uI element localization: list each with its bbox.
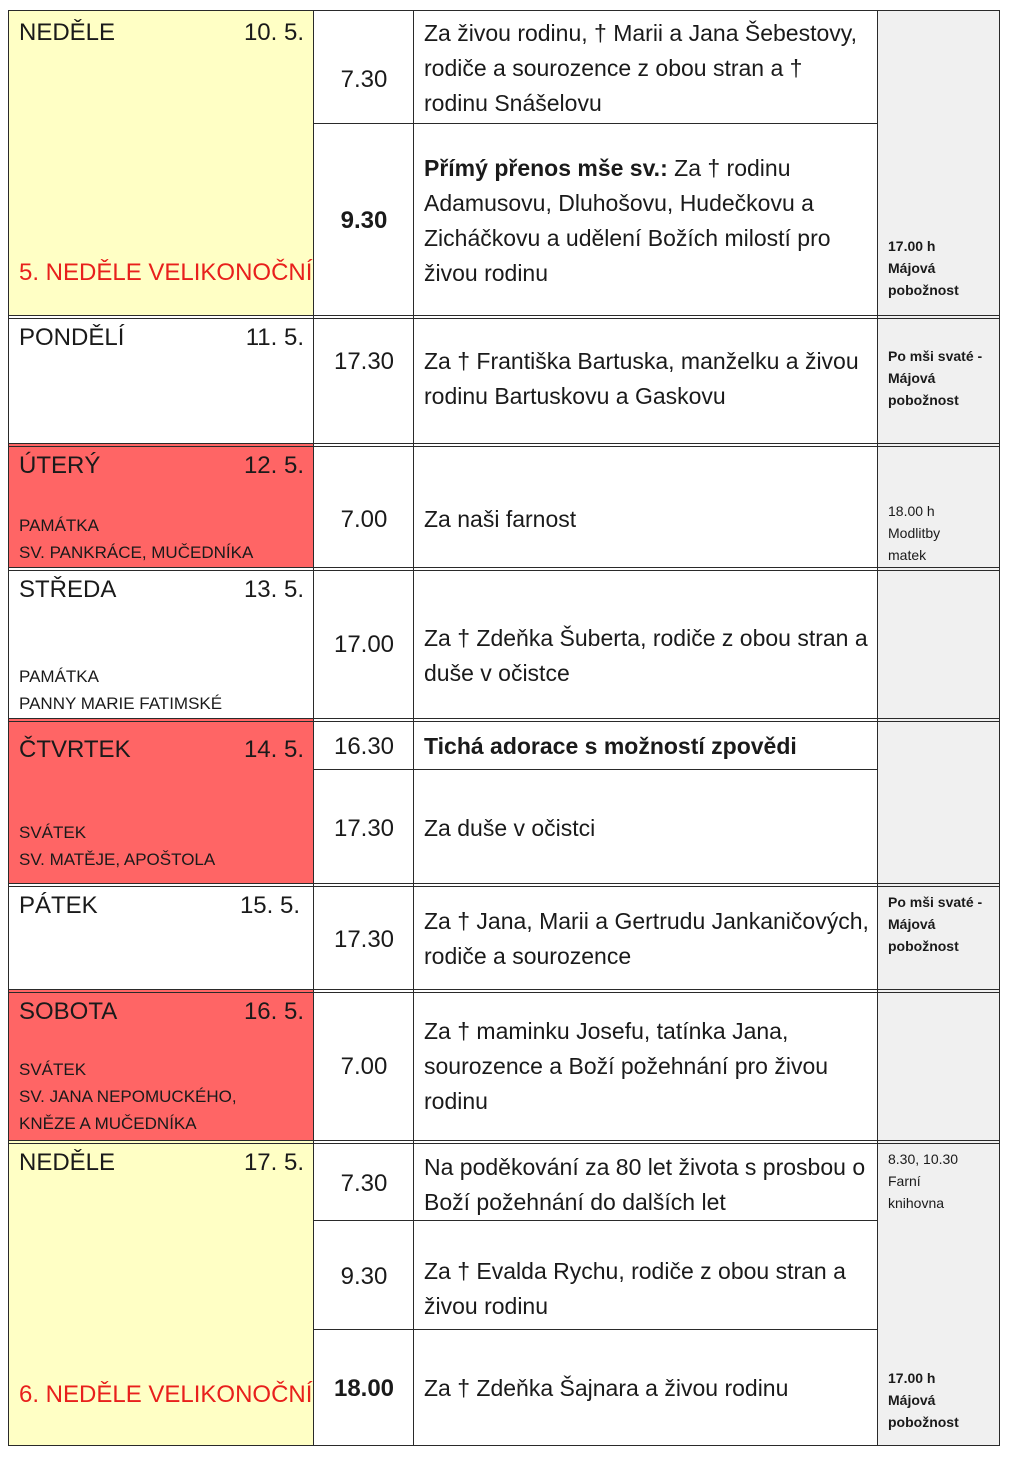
day-cell-sunday-10 bbox=[9, 11, 314, 316]
day-date: 13. 5. bbox=[243, 576, 304, 603]
adoration-text: Tichá adorace s možností zpovědi bbox=[424, 733, 797, 759]
day-separator bbox=[8, 1143, 1000, 1144]
intention-cell bbox=[414, 124, 878, 316]
mass-time: 18.00 bbox=[333, 1375, 395, 1402]
intention-cell bbox=[414, 990, 878, 1141]
day-date: 11. 5. bbox=[245, 324, 304, 351]
note-time: 17.00 h bbox=[888, 1370, 936, 1386]
time-cell bbox=[314, 1330, 414, 1446]
intention-cell bbox=[414, 1330, 878, 1446]
mass-intention: Za živou rodinu, † Marii a Jana Šebestovy, rodiče a sourozence z obou stran a † rodinu Snášelovu bbox=[424, 20, 857, 116]
note-text: Májová bbox=[888, 260, 936, 276]
day-separator bbox=[8, 989, 1000, 990]
mass-intention: Za † Františka Bartuska, manželku a živou rodinu Bartuskovu a Gaskovu bbox=[424, 348, 859, 409]
day-separator bbox=[8, 443, 1000, 444]
mass-intention bbox=[424, 151, 870, 291]
row-separator bbox=[313, 1329, 878, 1330]
note-cell bbox=[878, 884, 1000, 990]
day-name: NEDĚLE bbox=[19, 19, 116, 46]
mass-intention: Za † Evalda Rychu, rodiče z obou stran a živou rodinu bbox=[424, 1258, 846, 1319]
mass-intention: Za † Zdeňka Šuberta, rodiče z obou stran a duše v očistce bbox=[424, 625, 868, 686]
mass-time: 7.30 bbox=[340, 66, 388, 93]
intention-cell bbox=[414, 884, 878, 990]
table-border bbox=[8, 10, 1000, 11]
day-date: 12. 5. bbox=[243, 452, 304, 479]
intention-cell bbox=[414, 316, 878, 444]
feast-type: SVÁTEK bbox=[19, 823, 87, 842]
feast-title: KNĚZE A MUČEDNÍKA bbox=[19, 1114, 197, 1133]
adoration-time: 16.30 bbox=[333, 733, 395, 760]
row-separator bbox=[313, 769, 878, 770]
intention-text: Za † rodinu Adamusovu, Dluhošovu, Hudečkovu a Zicháčkovu a udělení Božích milostí pro živou rodinu bbox=[424, 155, 831, 286]
mass-time: 9.30 bbox=[340, 207, 388, 234]
day-name: PÁTEK bbox=[19, 892, 98, 919]
day-cell-saturday bbox=[9, 990, 314, 1141]
time-cell bbox=[314, 316, 414, 444]
feast-title: 6. NEDĚLE VELIKONOČNÍ bbox=[19, 1381, 313, 1408]
note-text: knihovna bbox=[888, 1195, 945, 1211]
mass-time: 9.30 bbox=[340, 1263, 388, 1290]
day-cell-thursday bbox=[9, 719, 314, 884]
day-date: 15. 5. bbox=[239, 892, 300, 919]
mass-time: 17.00 bbox=[333, 631, 395, 658]
mass-time: 17.30 bbox=[333, 815, 395, 842]
mass-intention: Za duše v očistci bbox=[424, 815, 596, 841]
day-cell-wednesday bbox=[9, 568, 314, 719]
mass-time: 17.30 bbox=[333, 348, 395, 375]
broadcast-label: Přímý přenos mše sv.: bbox=[424, 155, 668, 181]
mass-intention: Za † maminku Josefu, tatínka Jana, sourozence a Boží požehnání pro živou rodinu bbox=[424, 1018, 829, 1114]
feast-type: SVÁTEK bbox=[19, 1060, 87, 1079]
feast-title: 5. NEDĚLE VELIKONOČNÍ bbox=[19, 259, 313, 286]
intention-cell bbox=[414, 1141, 878, 1221]
column-divider bbox=[413, 10, 414, 1446]
day-cell-tuesday bbox=[9, 444, 314, 568]
day-separator bbox=[8, 718, 1000, 719]
feast-type: PAMÁTKA bbox=[19, 516, 99, 535]
day-date: 10. 5. bbox=[243, 19, 304, 46]
note-cell bbox=[878, 11, 1000, 316]
row-separator bbox=[313, 123, 878, 124]
day-separator bbox=[8, 570, 1000, 571]
day-cell-sunday-17 bbox=[9, 1141, 314, 1446]
note-text: Májová bbox=[888, 916, 936, 932]
feast-type: PAMÁTKA bbox=[19, 667, 99, 686]
time-cell bbox=[314, 719, 414, 770]
mass-time: 17.30 bbox=[333, 926, 395, 953]
day-name: STŘEDA bbox=[19, 576, 117, 603]
day-cell-monday bbox=[9, 316, 314, 444]
day-name: SOBOTA bbox=[19, 998, 118, 1025]
time-cell bbox=[314, 990, 414, 1141]
feast-title: SV. MATĚJE, APOŠTOLA bbox=[19, 850, 216, 869]
time-cell bbox=[314, 568, 414, 719]
intention-cell bbox=[414, 568, 878, 719]
note-cell bbox=[878, 990, 1000, 1141]
day-date: 14. 5. bbox=[243, 736, 304, 763]
feast-title: PANNY MARIE FATIMSKÉ bbox=[19, 694, 223, 713]
note-text: matek bbox=[888, 547, 927, 563]
note-cell bbox=[878, 568, 1000, 719]
note-text: pobožnost bbox=[888, 938, 959, 954]
note-text: Po mši svaté - bbox=[888, 894, 983, 910]
note-time: 18.00 h bbox=[888, 503, 935, 519]
day-separator bbox=[8, 315, 1000, 316]
time-cell bbox=[314, 1141, 414, 1221]
feast-title: SV. JANA NEPOMUCKÉHO, bbox=[19, 1087, 237, 1106]
day-separator bbox=[8, 1140, 1000, 1141]
table-border bbox=[8, 1445, 1000, 1446]
note-text: pobožnost bbox=[888, 282, 959, 298]
time-cell bbox=[314, 11, 414, 124]
note-cell bbox=[878, 1141, 1000, 1446]
table-border bbox=[8, 10, 9, 1446]
time-cell bbox=[314, 124, 414, 316]
note-time: 8.30, 10.30 bbox=[888, 1151, 959, 1167]
intention-cell bbox=[414, 11, 878, 124]
note-text: Farní bbox=[888, 1173, 921, 1189]
day-name: NEDĚLE bbox=[19, 1149, 116, 1176]
mass-time: 7.30 bbox=[340, 1170, 388, 1197]
column-divider bbox=[877, 10, 878, 1446]
note-cell bbox=[878, 719, 1000, 884]
note-time: 17.00 h bbox=[888, 238, 936, 254]
intention-cell bbox=[414, 770, 878, 884]
day-separator bbox=[8, 318, 1000, 319]
mass-time: 7.00 bbox=[340, 506, 388, 533]
day-name: ČTVRTEK bbox=[19, 736, 131, 763]
day-cell-friday bbox=[9, 884, 314, 990]
day-separator bbox=[8, 992, 1000, 993]
intention-cell bbox=[414, 1221, 878, 1330]
note-cell bbox=[878, 316, 1000, 444]
note-text: Po mši svaté - bbox=[888, 348, 983, 364]
row-separator bbox=[313, 1220, 878, 1221]
mass-intention: Za † Zdeňka Šajnara a živou rodinu bbox=[424, 1375, 789, 1401]
day-date: 17. 5. bbox=[243, 1149, 304, 1176]
day-name: PONDĚLÍ bbox=[19, 324, 125, 351]
mass-intention: Za † Jana, Marii a Gertrudu Jankaničových, rodiče a sourozence bbox=[424, 908, 869, 969]
table-border bbox=[999, 10, 1000, 1446]
time-cell bbox=[314, 1221, 414, 1330]
mass-intention: Za naši farnost bbox=[424, 506, 577, 532]
mass-intention: Na poděkování za 80 let života s prosbou o Boží požehnání do dalších let bbox=[424, 1154, 866, 1215]
day-separator bbox=[8, 567, 1000, 568]
note-cell bbox=[878, 444, 1000, 568]
note-text: Májová bbox=[888, 1392, 936, 1408]
day-separator bbox=[8, 886, 1000, 887]
day-separator bbox=[8, 446, 1000, 447]
time-cell bbox=[314, 770, 414, 884]
intention-cell bbox=[414, 444, 878, 568]
mass-time: 7.00 bbox=[340, 1053, 388, 1080]
note-text: Modlitby bbox=[888, 525, 941, 541]
note-text: Májová bbox=[888, 370, 936, 386]
day-separator bbox=[8, 721, 1000, 722]
time-cell bbox=[314, 884, 414, 990]
note-text: pobožnost bbox=[888, 1414, 959, 1430]
note-text: pobožnost bbox=[888, 392, 959, 408]
column-divider bbox=[313, 10, 314, 1446]
day-date: 16. 5. bbox=[243, 998, 304, 1025]
feast-title: SV. PANKRÁCE, MUČEDNÍKA bbox=[19, 543, 254, 562]
time-cell bbox=[314, 444, 414, 568]
day-name: ÚTERÝ bbox=[19, 452, 101, 479]
day-separator bbox=[8, 883, 1000, 884]
intention-cell bbox=[414, 719, 878, 770]
